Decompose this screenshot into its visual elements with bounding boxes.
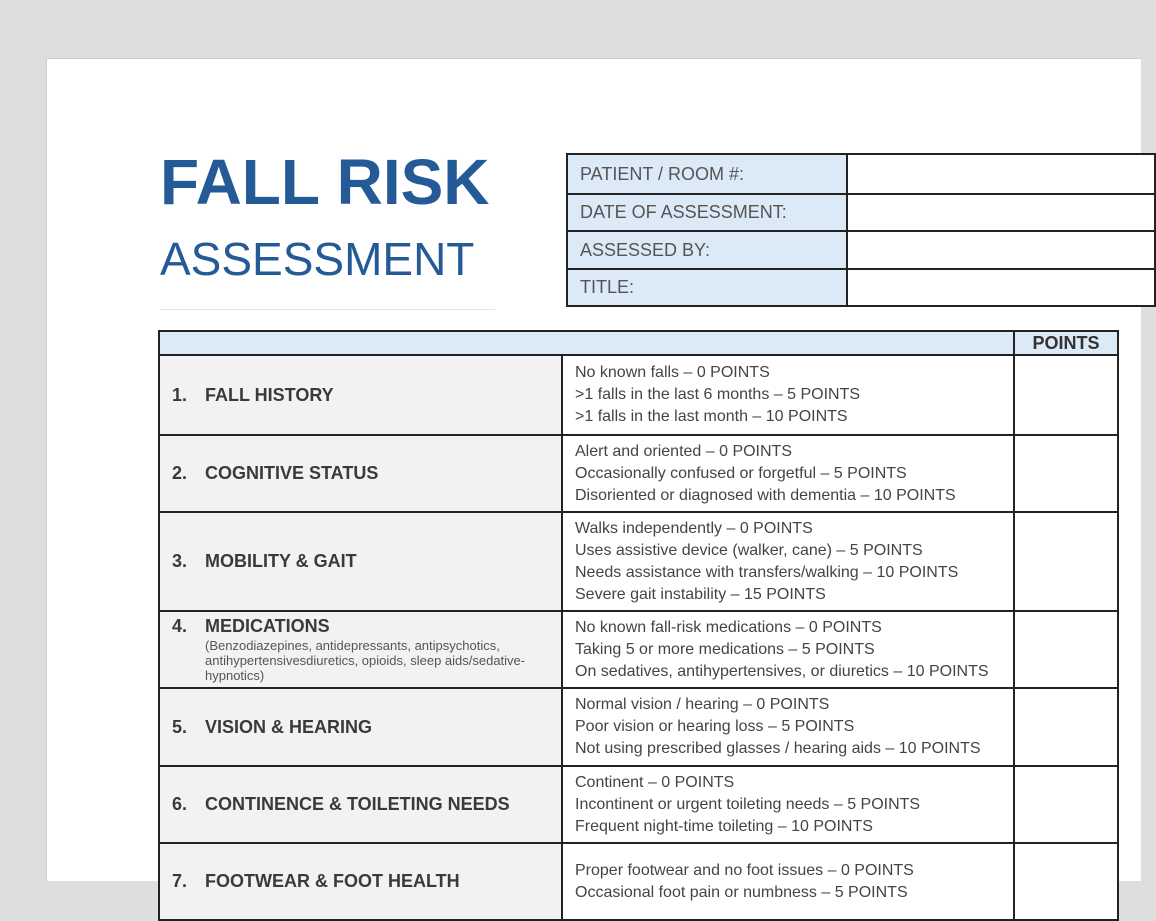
document-title: FALL RISK <box>160 146 490 218</box>
patient-info-table <box>566 153 1156 307</box>
category-cell <box>159 843 562 920</box>
patient-room-row <box>567 154 1155 194</box>
table-row <box>159 512 1118 611</box>
points-entry-cell[interactable] <box>1014 611 1118 688</box>
scoring-option: Normal vision / hearing – 0 POINTS <box>575 696 830 713</box>
scoring-options-cell <box>562 355 1014 435</box>
scoring-option: Alert and oriented – 0 POINTS <box>575 442 792 460</box>
points-entry-cell[interactable] <box>1014 843 1118 920</box>
scoring-option: Occasionally confused or forgetful – 5 POINTS <box>575 464 907 482</box>
scoring-option: Needs assistance with transfers/walking – 10 POINTS <box>575 563 959 581</box>
points-entry-cell[interactable] <box>1014 766 1118 843</box>
scoring-options-cell <box>562 843 1014 920</box>
title-label: TITLE: <box>567 269 847 306</box>
assessment-date-field[interactable] <box>847 194 1155 231</box>
category-name: MEDICATIONS <box>205 616 330 636</box>
category-number: 6. <box>172 794 188 814</box>
patient-room-label: PATIENT / ROOM #: <box>567 154 847 194</box>
scoring-option: No known fall-risk medications – 0 POINTS <box>575 618 882 636</box>
title-divider <box>160 309 495 310</box>
scoring-options-cell <box>562 688 1014 766</box>
category-cell <box>159 435 562 512</box>
scoring-options-cell <box>562 611 1014 688</box>
scoring-option: On sedatives, antihypertensives, or diuretics – 10 POINTS <box>575 662 989 680</box>
scoring-options-cell <box>562 512 1014 611</box>
category-name: MOBILITY & GAIT <box>205 551 357 571</box>
patient-room-field[interactable] <box>847 154 1155 194</box>
scoring-option: >1 falls in the last 6 months – 5 POINTS <box>575 386 861 403</box>
category-name: VISION & HEARING <box>205 716 373 737</box>
table-row <box>159 766 1118 843</box>
points-column-header: POINTS <box>1014 331 1118 355</box>
category-name: CONTINENCE & TOILETING NEEDS <box>205 794 510 814</box>
scoring-option: Disoriented or diagnosed with dementia – 10 POINTS <box>575 486 956 504</box>
category-cell <box>159 766 562 843</box>
points-entry-cell[interactable] <box>1014 435 1118 512</box>
category-cell <box>159 512 562 611</box>
table-header-row <box>159 331 1118 355</box>
table-row <box>159 435 1118 512</box>
title-row <box>567 269 1155 306</box>
category-name: FOOTWEAR & FOOT HEALTH <box>205 871 460 891</box>
category-number: 5. <box>172 716 188 737</box>
category-cell <box>159 611 562 688</box>
scoring-option: Poor vision or hearing loss – 5 POINTS <box>575 718 855 735</box>
risk-assessment-table <box>158 330 1119 921</box>
scoring-option: Frequent night-time toileting – 10 POINTS <box>575 817 873 835</box>
document-page <box>46 58 1141 901</box>
document-subtitle: ASSESSMENT <box>160 233 475 285</box>
category-cell <box>159 355 562 435</box>
scoring-options-cell <box>562 435 1014 512</box>
points-entry-cell[interactable] <box>1014 688 1118 766</box>
scoring-option: Severe gait instability – 15 POINTS <box>575 585 826 603</box>
category-number: 4. <box>172 616 188 636</box>
scoring-options-cell <box>562 766 1014 843</box>
scoring-option: Continent – 0 POINTS <box>575 773 735 791</box>
assessment-date-row <box>567 194 1155 231</box>
category-name: COGNITIVE STATUS <box>205 463 379 483</box>
table-row <box>159 611 1118 688</box>
scoring-option: Occasional foot pain or numbness – 5 POINTS <box>575 883 908 901</box>
category-number: 2. <box>172 463 188 483</box>
category-number: 7. <box>172 871 188 891</box>
category-number: 1. <box>172 384 188 405</box>
scoring-option: Incontinent or urgent toileting needs – 5 POINTS <box>575 795 921 813</box>
title-field[interactable] <box>847 269 1155 306</box>
category-name: FALL HISTORY <box>205 384 334 405</box>
assessed-by-field[interactable] <box>847 231 1155 269</box>
assessed-by-label: ASSESSED BY: <box>567 231 847 269</box>
scoring-option: Not using prescribed glasses / hearing aids – 10 POINTS <box>575 740 981 757</box>
assessment-date-label: DATE OF ASSESSMENT: <box>567 194 847 231</box>
table-row <box>159 843 1118 920</box>
assessed-by-row <box>567 231 1155 269</box>
points-entry-cell[interactable] <box>1014 512 1118 611</box>
table-header-blank <box>159 331 1014 355</box>
category-number: 3. <box>172 551 188 571</box>
table-row <box>159 688 1118 766</box>
category-note: (Benzodiazepines, antidepressants, antipsychotics, antihypertensivesdiuretics, opioids, sleep aids/sedative-hypnotics) <box>205 638 526 683</box>
scoring-option: Proper footwear and no foot issues – 0 POINTS <box>575 861 914 879</box>
scoring-option: Uses assistive device (walker, cane) – 5 POINTS <box>575 541 923 559</box>
table-row <box>159 355 1118 435</box>
scoring-option: >1 falls in the last month – 10 POINTS <box>575 408 848 425</box>
category-cell <box>159 688 562 766</box>
scoring-option: Walks independently – 0 POINTS <box>575 519 813 537</box>
scoring-option: No known falls – 0 POINTS <box>575 364 770 381</box>
points-entry-cell[interactable] <box>1014 355 1118 435</box>
scoring-option: Taking 5 or more medications – 5 POINTS <box>575 640 875 658</box>
